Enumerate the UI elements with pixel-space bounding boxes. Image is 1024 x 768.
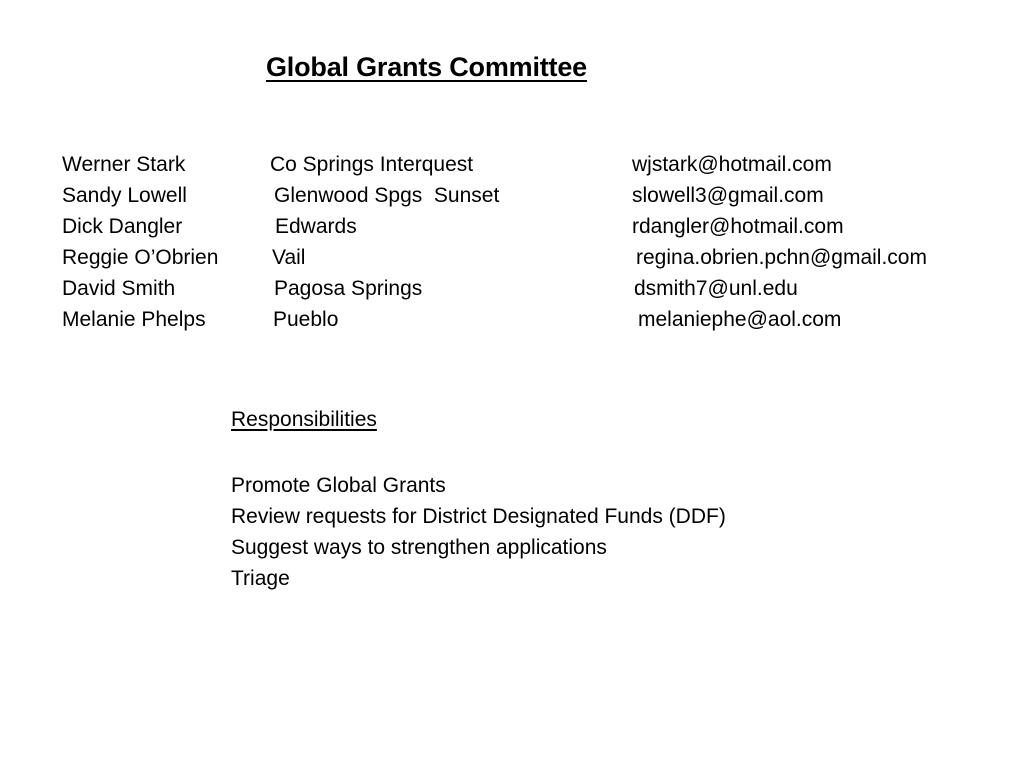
member-email: melaniephe@aol.com: [638, 308, 842, 331]
member-row: [0, 308, 1024, 338]
list-item: Triage: [231, 567, 290, 590]
member-row: [0, 277, 1024, 307]
member-club: Edwards: [275, 215, 357, 238]
member-club: Co Springs Interquest: [270, 153, 474, 176]
member-email: rdangler@hotmail.com: [632, 215, 844, 238]
member-name: Werner Stark: [62, 153, 186, 176]
list-item: Review requests for District Designated Funds (DDF): [231, 505, 726, 528]
responsibilities-list: [231, 470, 726, 594]
member-row: [0, 215, 1024, 245]
member-row: [0, 246, 1024, 276]
responsibilities-heading: Responsibilities: [231, 408, 377, 431]
member-email: wjstark@hotmail.com: [632, 153, 832, 176]
member-club: Glenwood Spgs Sunset: [274, 184, 500, 207]
member-name: David Smith: [62, 277, 176, 300]
page-title: Global Grants Committee: [266, 52, 587, 82]
member-club: Pagosa Springs: [274, 277, 423, 300]
member-email: dsmith7@unl.edu: [634, 277, 798, 300]
member-name: Melanie Phelps: [62, 308, 206, 331]
member-name: Sandy Lowell: [62, 184, 187, 207]
member-club: Pueblo: [273, 308, 339, 331]
member-name: Reggie O’Obrien: [62, 246, 219, 269]
list-item: Promote Global Grants: [231, 474, 446, 497]
list-item: Suggest ways to strengthen applications: [231, 536, 607, 559]
member-email: slowell3@gmail.com: [632, 184, 824, 207]
member-name: Dick Dangler: [62, 215, 183, 238]
member-row: [0, 184, 1024, 214]
member-email: regina.obrien.pchn@gmail.com: [636, 246, 927, 269]
member-row: [0, 153, 1024, 183]
member-club: Vail: [272, 246, 306, 269]
